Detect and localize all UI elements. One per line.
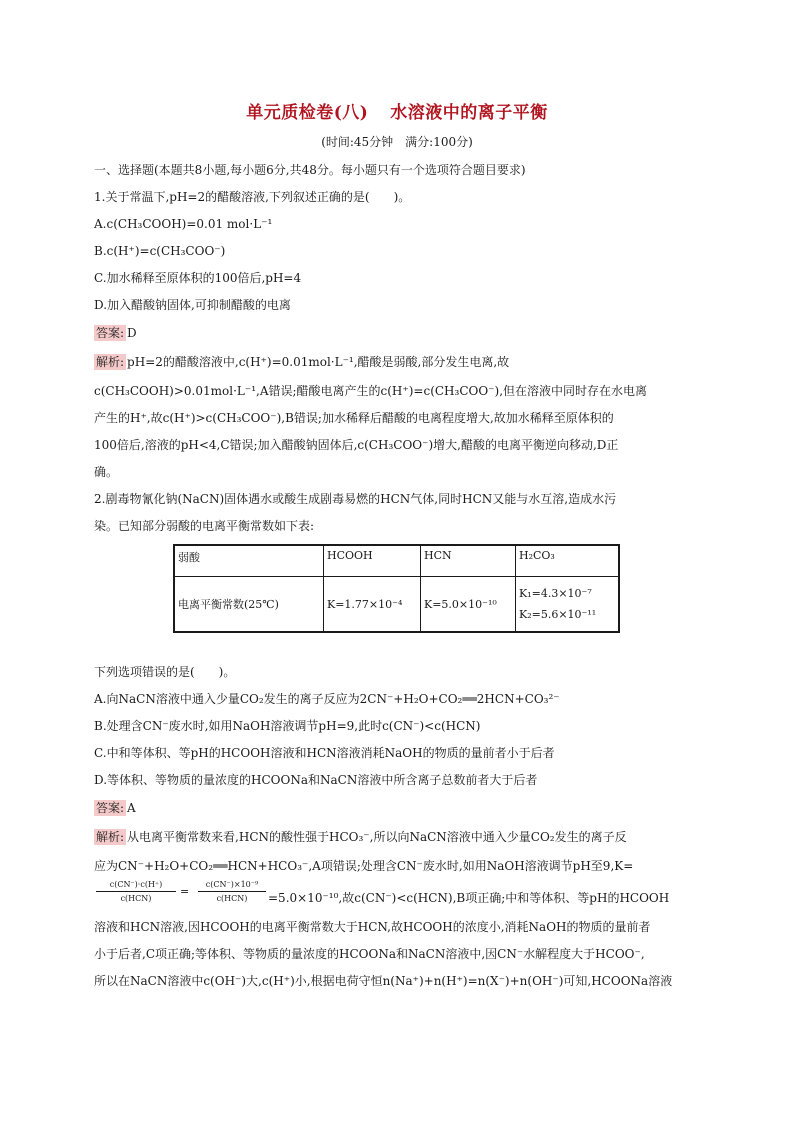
- fraction-denominator: c(HCN): [216, 894, 248, 903]
- table-header-row: [174, 545, 619, 577]
- table-cell: [516, 577, 620, 633]
- fraction-denominator: c(HCN): [120, 894, 152, 903]
- q2-analysis-line-1: [94, 829, 627, 845]
- title-unit: 单元质检卷(八): [246, 103, 369, 123]
- q1-analysis-text-1: pH=2的醋酸溶液中,c(H⁺)=0.01mol·L⁻¹,醋酸是弱酸,部分发生电离,故: [127, 355, 510, 369]
- ka-expression: [94, 880, 266, 910]
- q1-stem: 1.关于常温下,pH=2的醋酸溶液,下列叙述正确的是( )。: [94, 190, 411, 204]
- page-title: [0, 98, 794, 123]
- q1-analysis-line-3: 产生的H⁺,故c(H⁺)>c(CH₃COO⁻),B错误;加水稀释后醋酸的电离程度增大,故加水稀释至原体积的: [94, 411, 614, 425]
- q2-ask: 下列选项错误的是( )。: [94, 665, 236, 679]
- table-cell: HCOOH: [324, 545, 421, 577]
- table-cell: K=1.77×10⁻⁴: [324, 577, 421, 633]
- q2-answer-value: A: [127, 801, 136, 815]
- analysis-tag: 解析:: [96, 355, 125, 369]
- answer-tag: 答案:: [96, 326, 125, 340]
- table-cell: HCN: [421, 545, 516, 577]
- q2-analysis-line-5: 小于后者,C项正确;等体积、等物质的量浓度的HCOONa和NaCN溶液中,因CN⁻水解程度大于HCOO⁻,: [94, 947, 645, 961]
- table-cell: 弱酸: [174, 545, 324, 577]
- fraction-bar: [198, 891, 266, 892]
- q1-analysis-line-5: 确。: [94, 465, 119, 479]
- table-cell: K=5.0×10⁻¹⁰: [421, 577, 516, 633]
- q1-answer-value: D: [127, 326, 137, 340]
- table-cell: 电离平衡常数(25℃): [174, 577, 324, 633]
- q1-analysis-line-1: [94, 354, 509, 370]
- analysis-tag: 解析:: [96, 830, 125, 844]
- q2-answer: [94, 800, 136, 816]
- q2-analysis-line-6: 所以在NaCN溶液中c(OH⁻)大,c(H⁺)小,根据电荷守恒n(Na⁺)+n(H⁺)=n(X⁻)+n(OH⁻)可知,HCOONa溶液: [94, 974, 673, 988]
- q2-analysis-line-2: 应为CN⁻+H₂O+CO₂══HCN+HCO₃⁻,A项错误;处理含CN⁻废水时,如用NaOH溶液调节pH至9,K=: [94, 859, 634, 873]
- k2-value: K₂=5.6×10⁻¹¹: [519, 608, 597, 621]
- q2-analysis-text-1: 从电离平衡常数来看,HCN的酸性强于HCO₃⁻,所以向NaCN溶液中通入少量CO₂发生的离子反: [127, 830, 627, 844]
- answer-tag: 答案:: [96, 801, 125, 815]
- q2-option-b: B.处理含CN⁻废水时,如用NaOH溶液调节pH=9,此时c(CN⁻)<c(HCN): [94, 719, 481, 733]
- table-cell: H₂CO₃: [516, 545, 620, 577]
- q2-stem-line-1: 2.剧毒物氰化钠(NaCN)固体遇水或酸生成剧毒易燃的HCN气体,同时HCN又能与水互溶,造成水污: [94, 492, 617, 506]
- title-topic: 水溶液中的离子平衡: [390, 103, 548, 123]
- exam-time-score: (时间:45分钟 满分:100分): [321, 135, 473, 149]
- q2-option-a: A.向NaCN溶液中通入少量CO₂发生的离子反应为2CN⁻+H₂O+CO₂══2HCN+CO₃²⁻: [94, 692, 560, 706]
- fraction-bar: [96, 891, 176, 892]
- q2-option-c: C.中和等体积、等pH的HCOOH溶液和HCN溶液消耗NaOH的物质的量前者小于后者: [94, 746, 555, 760]
- section-heading: 一、选择题(本题共8小题,每小题6分,共48分。每小题只有一个选项符合题目要求): [94, 163, 526, 177]
- fraction-numerator: c(CN⁻)·c(H⁺): [109, 880, 163, 889]
- fraction-numerator: c(CN⁻)×10⁻⁹: [205, 880, 259, 889]
- k1-value: K₁=4.3×10⁻⁷: [519, 587, 592, 600]
- q1-analysis-line-2: c(CH₃COOH)>0.01mol·L⁻¹,A错误;醋酸电离产生的c(H⁺)=c(CH₃COO⁻),但在溶液中同时存在水电离: [94, 384, 648, 398]
- q1-answer: [94, 325, 137, 341]
- equals-sign: =: [180, 885, 190, 898]
- q1-analysis-line-4: 100倍后,溶液的pH<4,C错误;加入醋酸钠固体后,c(CH₃COO⁻)增大,醋酸的电离平衡逆向移动,D正: [94, 438, 619, 452]
- ionization-constant-table: [173, 544, 620, 633]
- q1-option-c: C.加水稀释至原体积的100倍后,pH=4: [94, 271, 302, 285]
- q2-analysis-line-3: =5.0×10⁻¹⁰,故c(CN⁻)<c(HCN),B项正确;中和等体积、等pH的HCOOH: [268, 891, 670, 905]
- q2-option-d: D.等体积、等物质的量浓度的HCOONa和NaCN溶液中所含离子总数前者大于后者: [94, 773, 538, 787]
- table-row: [174, 577, 619, 633]
- q1-option-b: B.c(H⁺)=c(CH₃COO⁻): [94, 244, 226, 258]
- q2-stem-line-2: 染。已知部分弱酸的电离平衡常数如下表:: [94, 519, 315, 533]
- q1-option-a: A.c(CH₃COOH)=0.01 mol·L⁻¹: [94, 217, 273, 231]
- q1-option-d: D.加入醋酸钠固体,可抑制醋酸的电离: [94, 298, 291, 312]
- q2-analysis-line-4: 溶液和HCN溶液,因HCOOH的电离平衡常数大于HCN,故HCOOH的浓度小,消耗NaOH的物质的量前者: [94, 920, 651, 934]
